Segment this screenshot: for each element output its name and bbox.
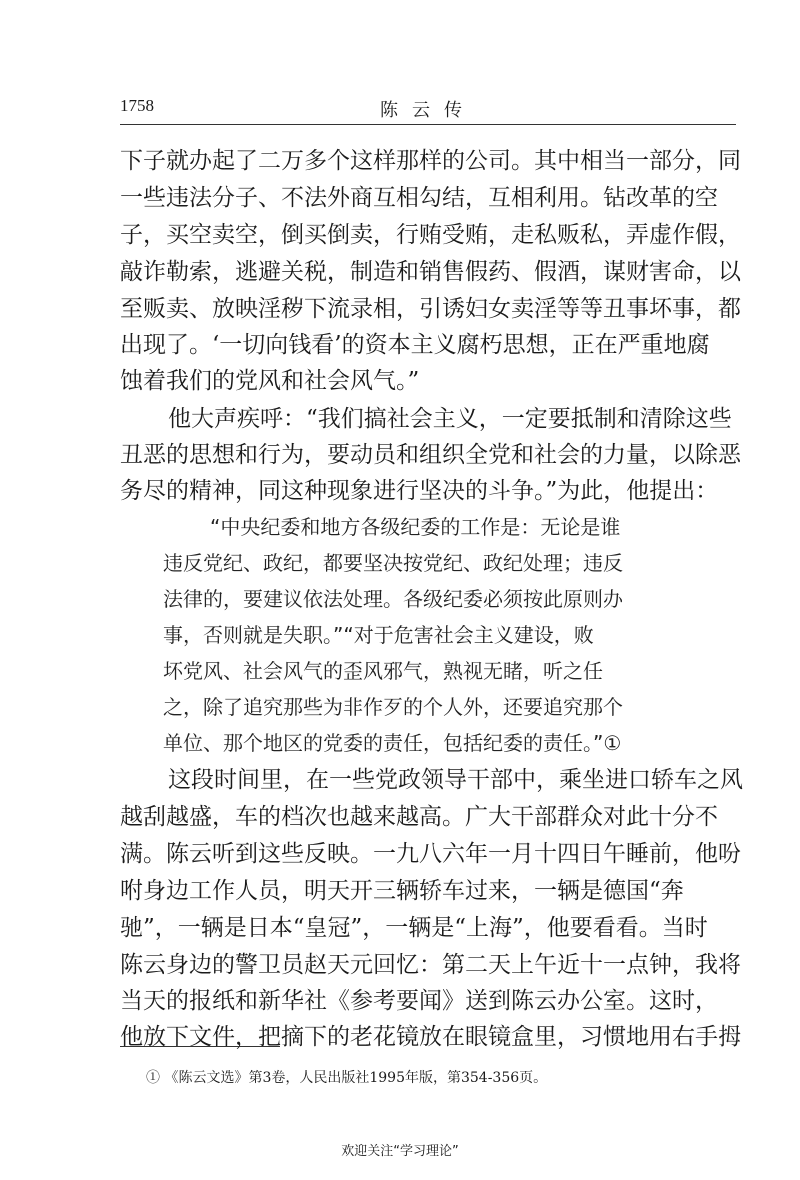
text-line: 咐身边工作人员，明天开三辆轿车过来，一辆是德国“奔 <box>120 878 684 904</box>
text-line: 越刮越盛，车的档次也越来越高。广大干部群众对此十分不 <box>120 804 718 830</box>
text-line: 蚀着我们的党风和社会风气。” <box>120 368 420 394</box>
text-line: 子，买空卖空，倒买倒卖，行贿受贿，走私贩私，弄虚作假， <box>120 222 741 248</box>
text-line: 驰”，一辆是日本“皇冠”，一辆是“上海”，他要看看。当时 <box>120 915 708 941</box>
text-line: 一些违法分子、不法外商互相勾结，互相利用。钻改革的空 <box>120 185 718 211</box>
text-line: 丑恶的思想和行为，要动员和组织全党和社会的力量，以除恶 <box>120 442 741 468</box>
quote-line: 之，除了追究那些为非作歹的个人外，还要追究那个 <box>163 695 623 719</box>
bottom-caption: 欢迎关注“学习理论” <box>341 1144 459 1159</box>
text-line: 出现了。‘一切向钱看’的资本主义腐朽思想，正在严重地腐 <box>120 332 710 358</box>
footnote: ① 《陈云文选》第3卷，人民出版社1995年版，第354-356页。 <box>146 1070 548 1086</box>
page-number: 1758 <box>120 96 154 115</box>
text-line: 务尽的精神，同这种现象进行坚决的斗争。”为此，他提出： <box>120 478 719 504</box>
text-line: 他放下文件，把摘下的老花镜放在眼镜盒里，习惯地用右手拇 <box>120 1024 741 1050</box>
text-line: 他大声疾呼：“我们搞社会主义，一定要抵制和清除这些 <box>168 406 732 432</box>
quote-line: 单位、那个地区的党委的责任，包括纪委的责任。”① <box>163 731 622 755</box>
page-header <box>120 96 736 125</box>
text-line: 当天的报纸和新华社《参考要闻》送到陈云办公室。这时， <box>120 988 718 1014</box>
quote-line: 法律的，要建议依法处理。各级纪委必须按此原则办 <box>163 587 623 611</box>
quote-line: “中央纪委和地方各级纪委的工作是：无论是谁 <box>210 515 621 539</box>
text-line: 这段时间里，在一些党政领导干部中，乘坐进口轿车之风 <box>168 767 743 793</box>
text-line: 敲诈勒索，逃避关税，制造和销售假药、假酒，谋财害命，以 <box>120 259 741 285</box>
text-line: 陈云身边的警卫员赵天元回忆：第二天上午近十一点钟，我将 <box>120 952 741 978</box>
text-line: 下子就办起了二万多个这样那样的公司。其中相当一部分，同 <box>120 148 741 174</box>
quote-line: 事，否则就是失职。”“对于危害社会主义建设，败 <box>163 623 594 647</box>
text-line: 满。陈云听到这些反映。一九八六年一月十四日午睡前，他吩 <box>120 841 741 867</box>
quote-line: 坏党风、社会风气的歪风邪气，熟视无睹，听之任 <box>163 659 603 683</box>
text-line: 至贩卖、放映淫秽下流录相，引诱妇女卖淫等等丑事坏事，都 <box>120 296 741 322</box>
quote-line: 违反党纪、政纪，都要坚决按党纪、政纪处理；违反 <box>163 551 623 575</box>
footnote-divider <box>120 1046 280 1047</box>
running-title: 陈云传 <box>380 100 476 121</box>
